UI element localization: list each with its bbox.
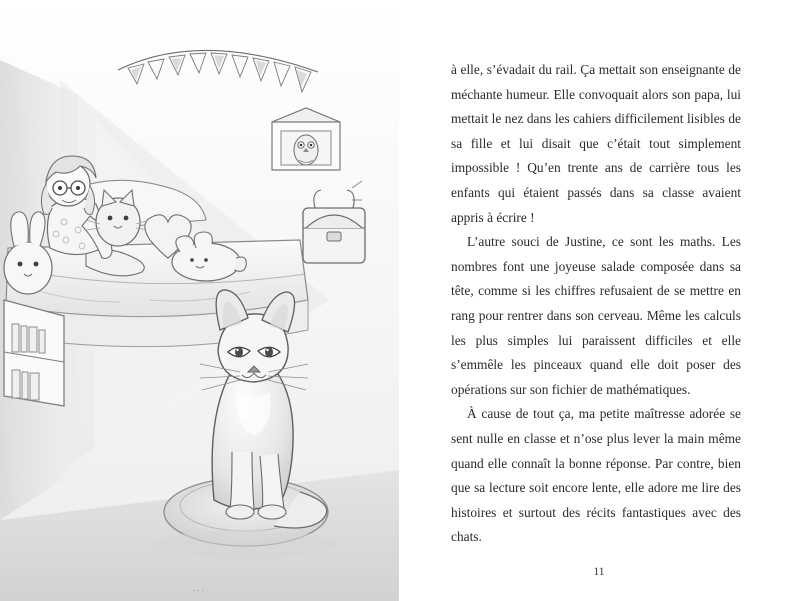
illustration-signature: ...: [193, 583, 206, 593]
left-page: [0, 0, 399, 601]
paragraph: L’autre souci de Justine, ce sont les maths. Les nombres font une joyeuse salade composée dans sa tête, comme si les chiffres refusaient de se mettre en rang pour rentrer dans son cerveau. Même les calculs les plus simples lui paraissent difficiles et elle s’emmêle les pinceaux quand elle doit poser des opérations sur son fichier de mathématiques.: [451, 234, 741, 397]
right-page: [399, 0, 799, 601]
paragraph: À cause de tout ça, ma petite maîtresse adorée se sent nulle en classe et n’ose plus lever la main même quand elle connaît la bonne réponse. Par contre, bien que sa lecture soit encore lente, elle adore me lire des histoires et surtout des récits fantastiques avec des chats.: [451, 406, 741, 545]
illustration-pencil-drawing: [0, 0, 399, 601]
page-number: 11: [593, 566, 605, 578]
paragraph: à elle, s’évadait du rail. Ça mettait son enseignante de méchante humeur. Elle convoquait alors son papa, lui mettait le nez dans les cahiers difficilement lisibles de sa fille et lui disait que c’était tout simplement impossible ! Qu’en trente ans de carrière tous les enfants qui étaient passés dans sa classe avaient appris à écrire !: [451, 62, 741, 225]
body-text: [451, 58, 741, 550]
